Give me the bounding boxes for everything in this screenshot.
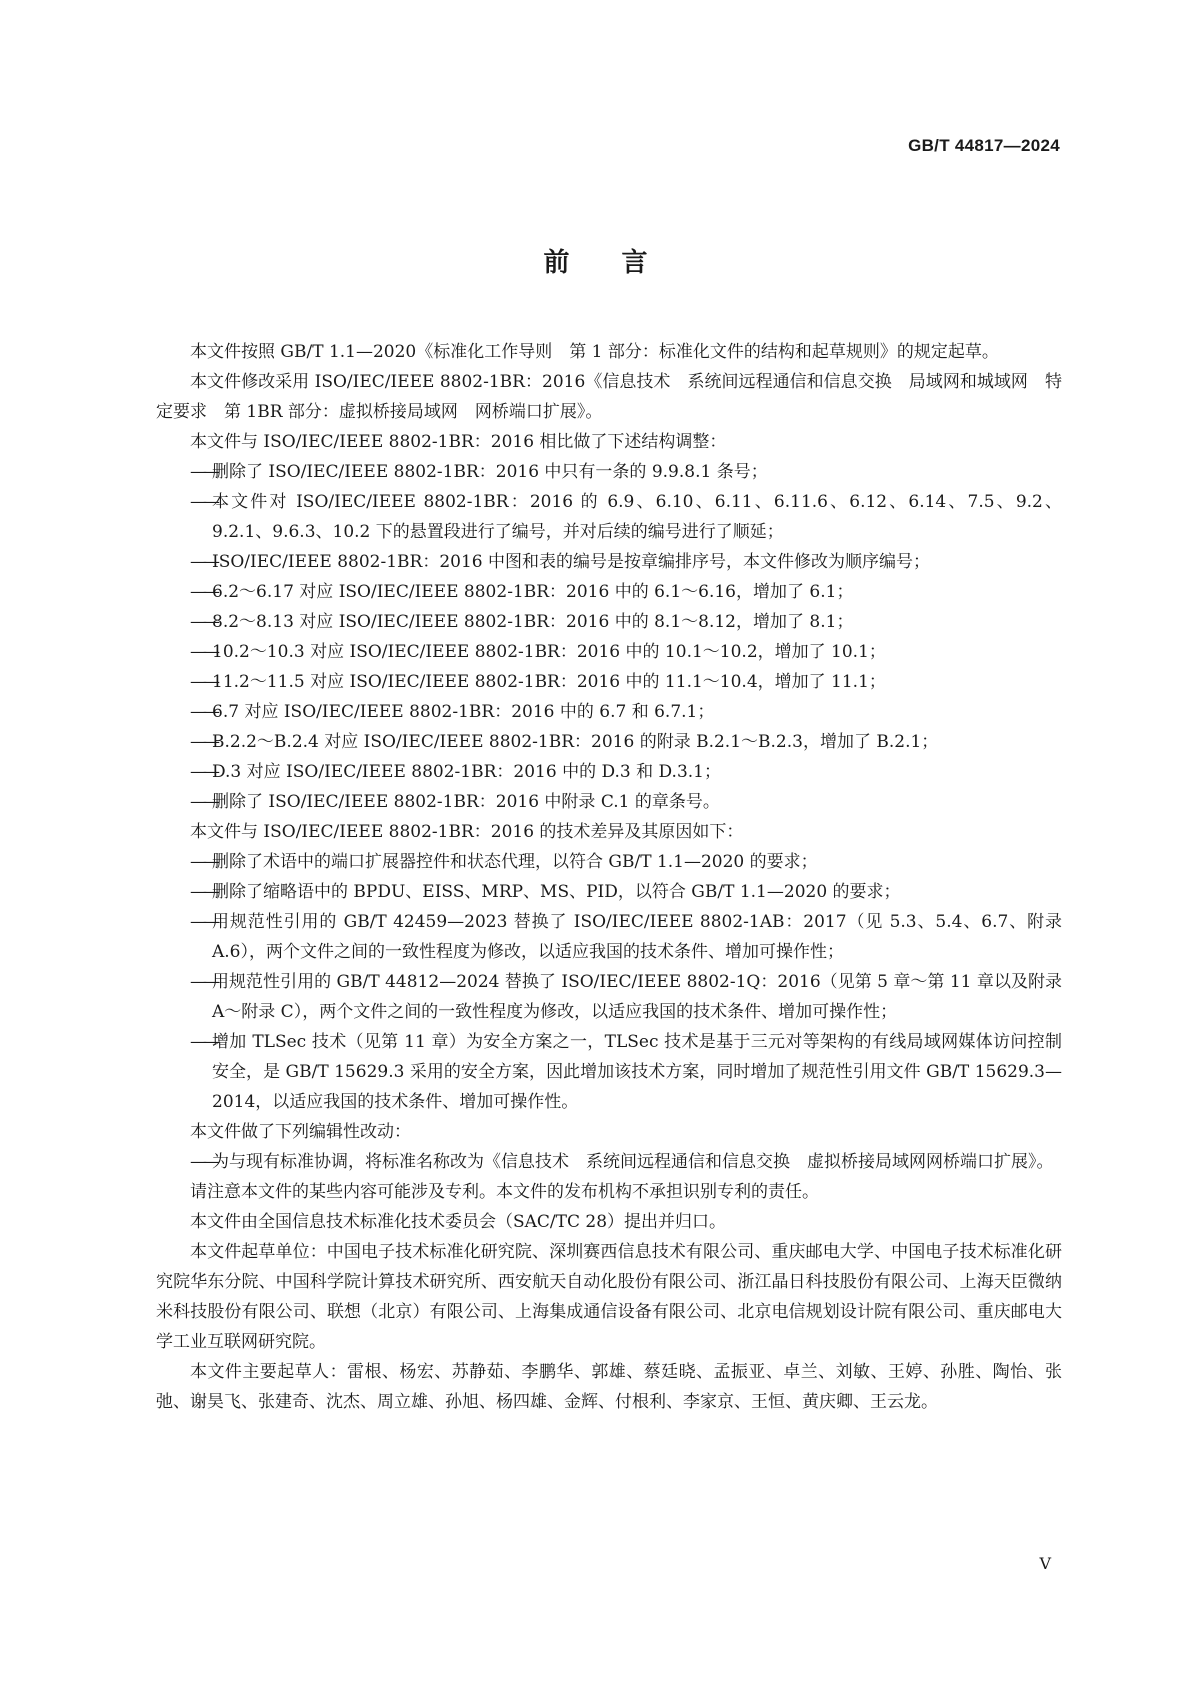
dash-list-item: —— 删除了术语中的端口扩展器控件和状态代理，以符合 GB/T 1.1—2020 的要求；: [156, 847, 1062, 877]
dash-list-item: —— 用规范性引用的 GB/T 44812—2024 替换了 ISO/IEC/IEEE 8802-1Q：2016（见第 5 章～第 11 章以及附录 A～附录 C），两个文件之间的一致性程度为修改，以适应我国的技术条件、增加可操作性；: [156, 967, 1062, 1027]
dash-list-item: —— 增加 TLSec 技术（见第 11 章）为安全方案之一，TLSec 技术是基于三元对等架构的有线局域网媒体访问控制安全，是 GB/T 15629.3 采用的安全方案，因此增加该技术方案，同时增加了规范性引用文件 GB/T 15629.3—2014，以适应我国的技术条件、增加可操作性。: [156, 1027, 1062, 1117]
dash-list-item: —— 8.2～8.13 对应 ISO/IEC/IEEE 8802-1BR：2016 中的 8.1～8.12，增加了 8.1；: [156, 607, 1062, 637]
dash-list-item: —— ISO/IEC/IEEE 8802-1BR：2016 中图和表的编号是按章编排序号，本文件修改为顺序编号；: [156, 547, 1062, 577]
paragraph: 本文件主要起草人：雷根、杨宏、苏静茹、李鹏华、郭雄、蔡廷晓、孟振亚、卓兰、刘敏、王婷、孙胜、陶怡、张弛、谢昊飞、张建奇、沈杰、周立雄、孙旭、杨四雄、金辉、付根利、李家京、王恒、黄庆卿、王云龙。: [156, 1362, 1062, 1412]
dash-list-item: —— 11.2～11.5 对应 ISO/IEC/IEEE 8802-1BR：2016 中的 11.1～10.4，增加了 11.1；: [156, 667, 1062, 697]
dash-list-item: —— 删除了缩略语中的 BPDU、EISS、MRP、MS、PID，以符合 GB/T 1.1—2020 的要求；: [156, 877, 1062, 907]
document-number: GB/T 44817—2024: [908, 136, 1060, 155]
dash-list-item: —— 用规范性引用的 GB/T 42459—2023 替换了 ISO/IEC/IEEE 8802-1AB：2017（见 5.3、5.4、6.7、附录 A.6），两个文件之间的一致性程度为修改，以适应我国的技术条件、增加可操作性；: [156, 907, 1062, 967]
paragraph: 本文件修改采用 ISO/IEC/IEEE 8802-1BR：2016《信息技术 系统间远程通信和信息交换 局域网和城域网 特定要求 第 1BR 部分：虚拟桥接局域网 网桥端口扩展》。: [156, 372, 1062, 422]
paragraph: 本文件起草单位：中国电子技术标准化研究院、深圳赛西信息技术有限公司、重庆邮电大学、中国电子技术标准化研究院华东分院、中国科学院计算技术研究所、西安航天自动化股份有限公司、浙江晶日科技股份有限公司、上海天臣微纳米科技股份有限公司、联想（北京）有限公司、上海集成通信设备有限公司、北京电信规划设计院有限公司、重庆邮电大学工业互联网研究院。: [156, 1242, 1062, 1352]
page-title: 前言: [543, 248, 700, 278]
dash-list-item: —— 本文件对 ISO/IEC/IEEE 8802-1BR：2016 的 6.9、6.10、6.11、6.11.6、6.12、6.14、7.5、9.2、9.2.1、9.6.3、10.2 下的悬置段进行了编号，并对后续的编号进行了顺延；: [156, 487, 1062, 547]
page-number: V: [1039, 1554, 1051, 1573]
dash-list-item: —— 删除了 ISO/IEC/IEEE 8802-1BR：2016 中只有一条的 9.9.8.1 条号；: [156, 457, 1062, 487]
paragraph: 请注意本文件的某些内容可能涉及专利。本文件的发布机构不承担识别专利的责任。: [190, 1182, 819, 1202]
dash-list-item: —— 10.2～10.3 对应 ISO/IEC/IEEE 8802-1BR：2016 中的 10.1～10.2，增加了 10.1；: [156, 637, 1062, 667]
paragraph: 本文件做了下列编辑性改动：: [190, 1122, 411, 1142]
paragraph: 本文件按照 GB/T 1.1—2020《标准化工作导则 第 1 部分：标准化文件的结构和起草规则》的规定起草。: [190, 342, 999, 362]
dash-list-item: —— 6.7 对应 ISO/IEC/IEEE 8802-1BR：2016 中的 6.7 和 6.7.1；: [156, 697, 1062, 727]
dash-list-item: —— B.2.2～B.2.4 对应 ISO/IEC/IEEE 8802-1BR：2016 的附录 B.2.1～B.2.3，增加了 B.2.1；: [156, 727, 1062, 757]
dash-list-item: —— 为与现有标准协调，将标准名称改为《信息技术 系统间远程通信和信息交换 虚拟桥接局域网网桥端口扩展》。: [156, 1147, 1062, 1177]
paragraph: 本文件与 ISO/IEC/IEEE 8802-1BR：2016 相比做了下述结构调整：: [190, 432, 727, 452]
foreword-body: [156, 337, 1062, 1417]
dash-list-item: —— D.3 对应 ISO/IEC/IEEE 8802-1BR：2016 中的 D.3 和 D.3.1；: [156, 757, 1062, 787]
dash-list-item: —— 删除了 ISO/IEC/IEEE 8802-1BR：2016 中附录 C.1 的章条号。: [156, 787, 1062, 817]
paragraph: 本文件由全国信息技术标准化技术委员会（SAC/TC 28）提出并归口。: [190, 1212, 727, 1232]
paragraph: 本文件与 ISO/IEC/IEEE 8802-1BR：2016 的技术差异及其原因如下：: [190, 822, 744, 842]
dash-list-item: —— 6.2～6.17 对应 ISO/IEC/IEEE 8802-1BR：2016 中的 6.1～6.16，增加了 6.1；: [156, 577, 1062, 607]
